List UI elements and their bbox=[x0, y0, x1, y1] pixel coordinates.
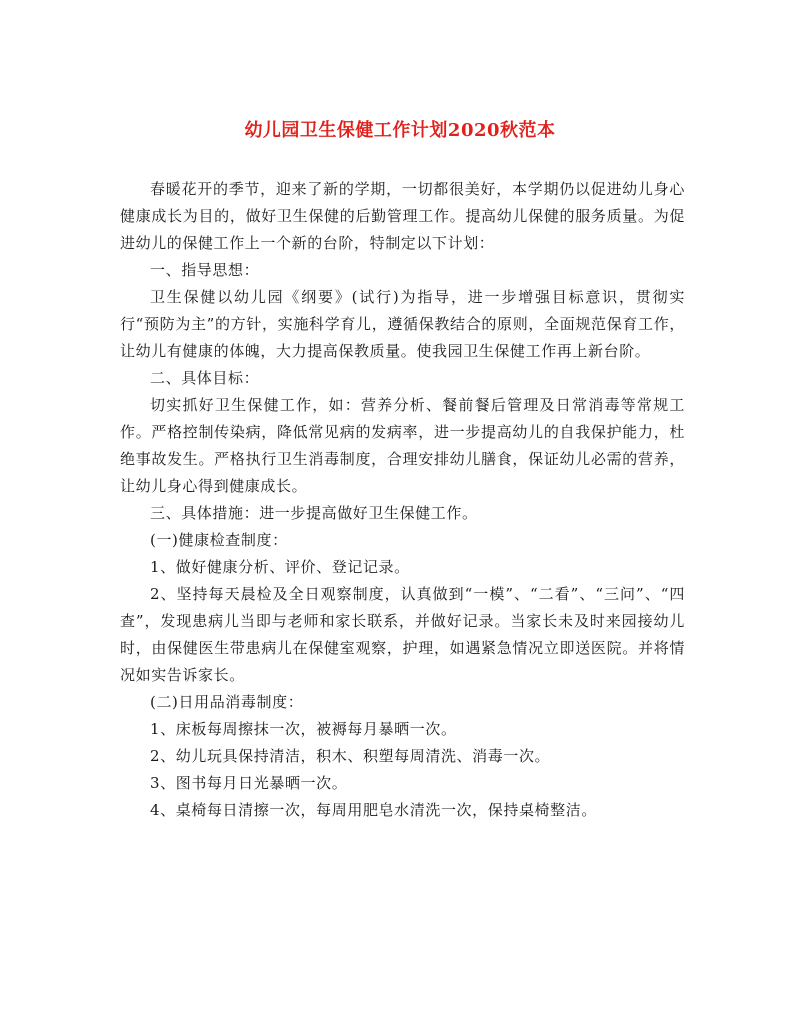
list-item-disinfection-2: 2、幼儿玩具保持清洁，积木、积塑每周清洗、消毒一次。 bbox=[150, 747, 551, 765]
heading-specific-goals: 二、具体目标： bbox=[150, 369, 260, 387]
document-body bbox=[120, 176, 685, 824]
paragraph-intro: 春暖花开的季节，迎来了新的学期，一切都很美好，本学期仍以促进幼儿身心健康成长为目的，做好卫生保健的后勤管理工作。提高幼儿保健的服务质量。为促进幼儿的保健工作上一个新的台阶，特制定以下计划： bbox=[120, 180, 685, 252]
list-item-disinfection-4: 4、桌椅每日清擦一次，每周用肥皂水清洗一次，保持桌椅整洁。 bbox=[150, 801, 597, 819]
list-item-health-2: 2、坚持每天晨检及全日观察制度，认真做到“一模”、“二看”、“三问”、“四查”，发现患病儿当即与老师和家长联系，并做好记录。当家长未及时来园接幼儿时，由保健医生带患病儿在保健室观察，护理，如遇紧急情况立即送医院。并将情况如实告诉家长。 bbox=[120, 585, 685, 684]
heading-specific-measures: 三、具体措施：进一步提高做好卫生保健工作。 bbox=[150, 504, 478, 522]
subheading-disinfection: (二)日用品消毒制度： bbox=[150, 693, 304, 711]
list-item-disinfection-1: 1、床板每周擦抹一次，被褥每月暴晒一次。 bbox=[150, 720, 457, 738]
document-title: 幼儿园卫生保健工作计划2020秋范本 bbox=[244, 120, 556, 141]
paragraph-specific-goals: 切实抓好卫生保健工作，如：营养分析、餐前餐后管理及日常消毒等常规工作。严格控制传染病，降低常见病的发病率，进一步提高幼儿的自我保护能力，杜绝事故发生。严格执行卫生消毒制度，合理安排幼儿膳食，保证幼儿必需的营养，让幼儿身心得到健康成长。 bbox=[120, 396, 685, 495]
list-item-disinfection-3: 3、图书每月日光暴晒一次。 bbox=[150, 774, 348, 792]
paragraph-guiding-ideology: 卫生保健以幼儿园《纲要》(试行)为指导，进一步增强目标意识，贯彻实行“预防为主”的方针，实施科学育儿，遵循保教结合的原则，全面规范保育工作，让幼儿有健康的体魄，大力提高保教质量。使我园卫生保健工作再上新台阶。 bbox=[120, 288, 685, 360]
heading-guiding-ideology: 一、指导思想： bbox=[150, 261, 260, 279]
subheading-health-check: (一)健康检查制度： bbox=[150, 531, 288, 549]
list-item-health-1: 1、做好健康分析、评价、登记记录。 bbox=[150, 558, 410, 576]
